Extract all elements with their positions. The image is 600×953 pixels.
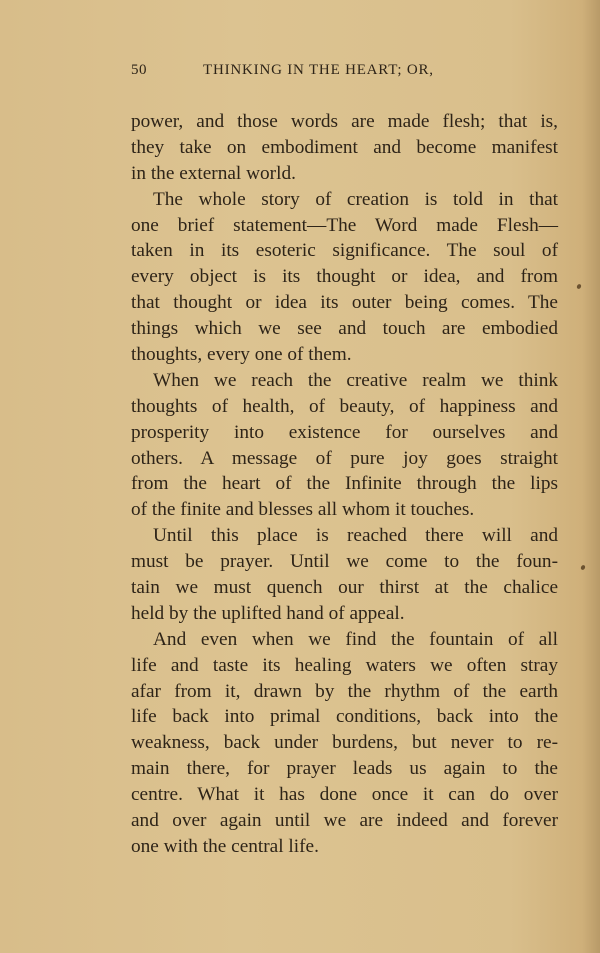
text-line: life and taste its healing waters we often stray	[131, 654, 558, 676]
text-line: Until this place is reached there will and	[153, 525, 558, 547]
text-line: that thought or idea its outer being comes. The	[131, 292, 558, 314]
text-line: tain we must quench our thirst at the chalice	[131, 577, 558, 599]
ink-speck	[576, 283, 582, 289]
paragraph	[131, 523, 558, 627]
body-text	[131, 109, 558, 860]
text-line: of the finite and blesses all whom it touches.	[131, 499, 475, 521]
text-line: things which we see and touch are embodied	[131, 318, 558, 340]
text-line: weakness, back under burdens, but never to re-	[131, 732, 558, 754]
text-line: life back into primal conditions, back into the	[131, 706, 558, 728]
text-line: must be prayer. Until we come to the foun-	[131, 551, 558, 573]
text-line: power, and those words are made flesh; that is,	[131, 111, 558, 132]
text-line: one brief statement—The Word made Flesh—	[131, 214, 558, 236]
text-line: afar from it, drawn by the rhythm of the earth	[131, 680, 558, 702]
text-line: in the external world.	[131, 162, 296, 184]
paragraph	[131, 187, 558, 368]
text-line: they take on embodiment and become manifest	[131, 136, 558, 158]
page-header	[131, 62, 558, 84]
text-line: others. A message of pure joy goes straight	[131, 447, 558, 469]
text-line: every object is its thought or idea, and from	[131, 266, 558, 288]
text-line: from the heart of the Infinite through the lips	[131, 473, 558, 495]
text-line: one with the central life.	[131, 835, 319, 857]
ink-speck	[580, 564, 586, 570]
page-number: 50	[131, 62, 147, 78]
paragraph	[131, 627, 558, 860]
text-line: And even when we find the fountain of all	[153, 628, 558, 650]
paragraph	[131, 109, 558, 187]
paragraph	[131, 368, 558, 523]
text-line: main there, for prayer leads us again to the	[131, 758, 558, 780]
text-line: held by the uplifted hand of appeal.	[131, 602, 405, 624]
text-line: taken in its esoteric significance. The soul of	[131, 240, 558, 262]
text-line: centre. What it has done once it can do over	[131, 784, 558, 806]
text-line: The whole story of creation is told in that	[153, 188, 558, 210]
text-line: prosperity into existence for ourselves and	[131, 421, 558, 443]
text-line: thoughts, every one of them.	[131, 344, 352, 366]
text-line: When we reach the creative realm we think	[153, 369, 558, 391]
text-line: and over again until we are indeed and forever	[131, 810, 558, 832]
running-head: THINKING IN THE HEART; OR,	[203, 62, 434, 78]
text-line: thoughts of health, of beauty, of happiness and	[131, 395, 558, 417]
